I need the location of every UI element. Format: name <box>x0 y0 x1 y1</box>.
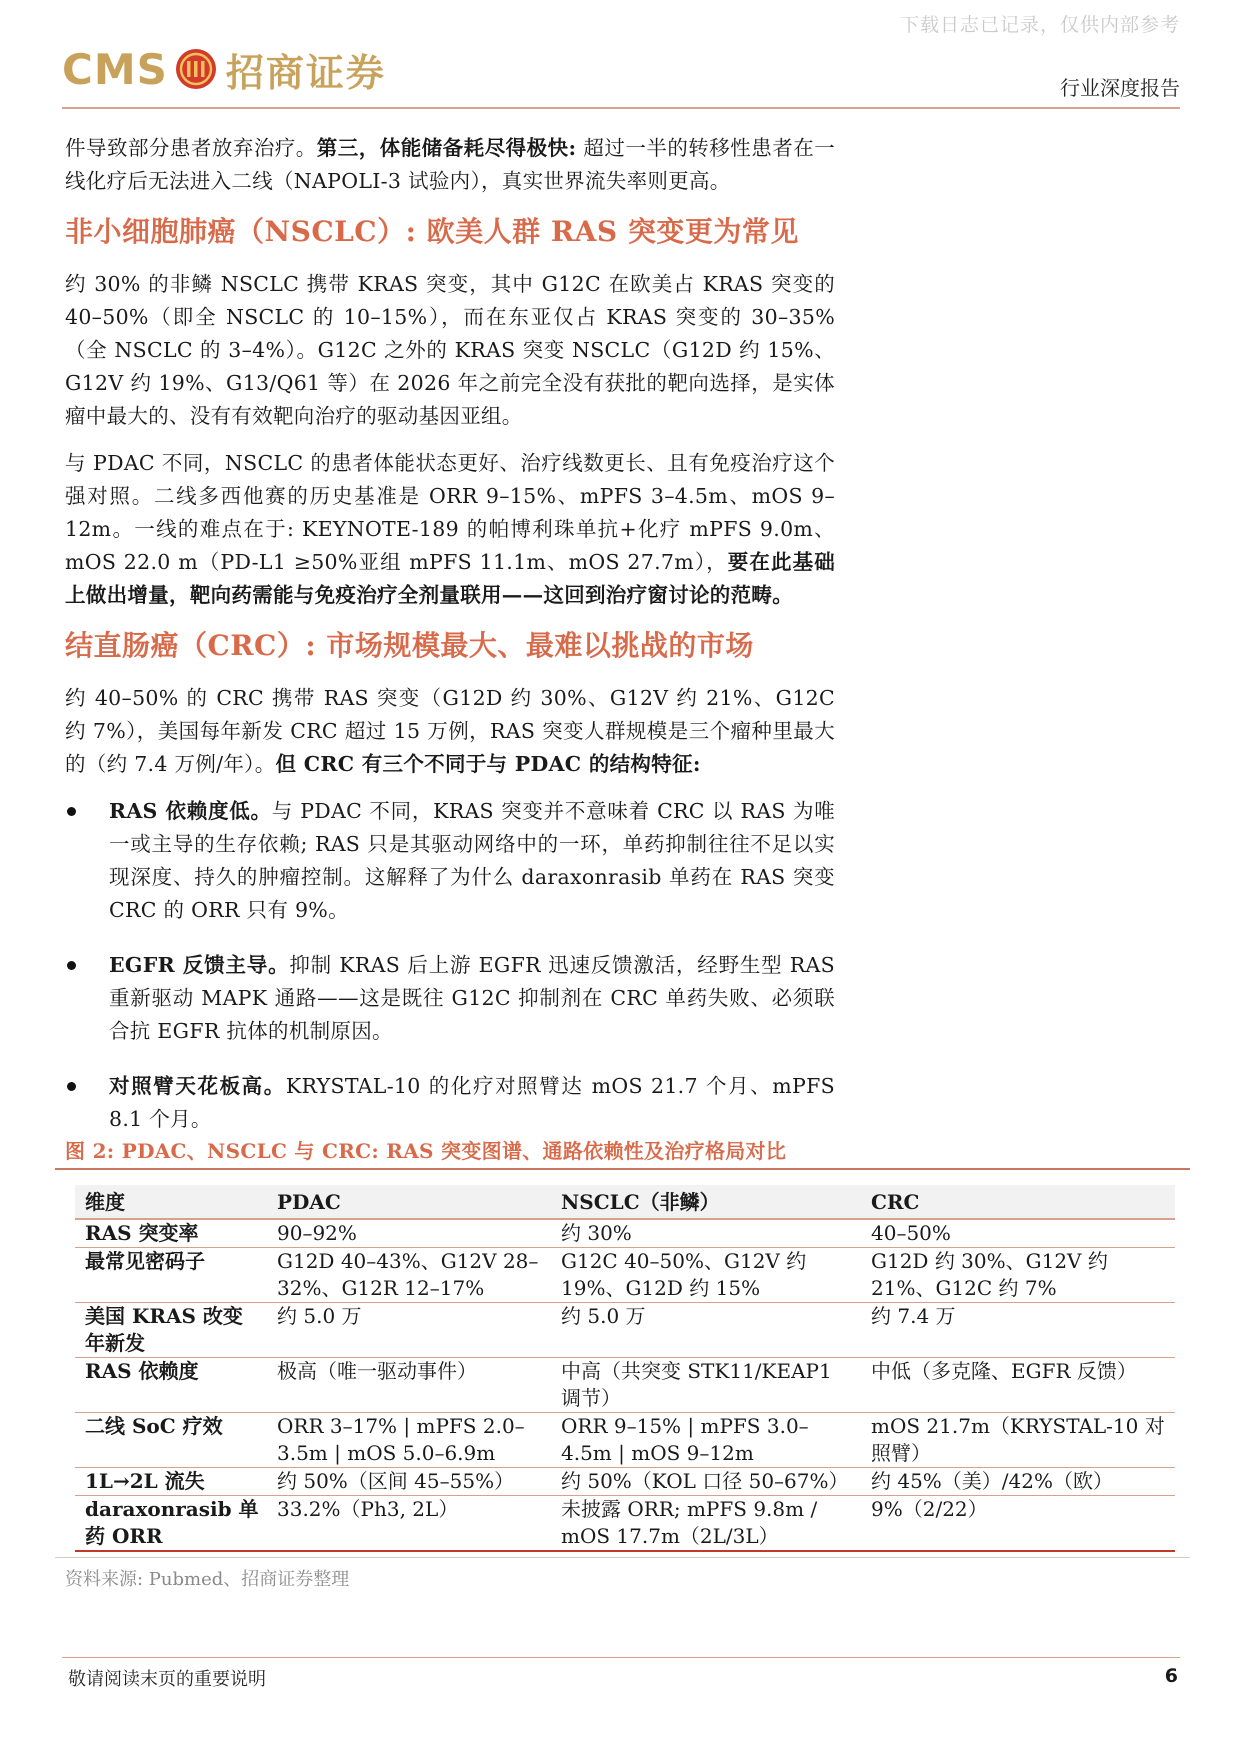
main-content <box>65 132 835 1158</box>
header-cell: 维度 <box>75 1185 267 1219</box>
bullet-title: EGFR 反馈主导。 <box>109 953 290 977</box>
table-row <box>75 1468 1175 1496</box>
bullet-dot-icon <box>67 807 76 816</box>
table-header-row <box>75 1185 1175 1219</box>
bullet-text: KRYSTAL-10 的化疗对照臂达 mOS 21.7 个月、mPFS 8.1 个月。 <box>109 1074 835 1131</box>
table-cell: ORR 3–17% | mPFS 2.0–3.5m | mOS 5.0–6.9m <box>267 1413 551 1468</box>
list-item <box>65 949 835 1048</box>
header-cell: NSCLC（非鳞） <box>551 1185 861 1219</box>
table-cell: mOS 21.7m（KRYSTAL-10 对照臂） <box>861 1413 1175 1468</box>
paragraph-pdac-end <box>65 132 835 198</box>
table-cell: 极高（唯一驱动事件） <box>267 1358 551 1413</box>
comparison-table-container <box>75 1185 1175 1552</box>
table-cell: G12D 40–43%、G12V 28–32%、G12R 12–17% <box>267 1248 551 1303</box>
text-run: 超过一半的转移性患者在一线化疗后无法进入二线（NAPOLI-3 试验内），真实世界流失率则更高。 <box>65 136 835 193</box>
footer-divider <box>62 1657 1180 1658</box>
cms-emblem-icon <box>174 47 218 91</box>
table-cell: 9%（2/22） <box>861 1496 1175 1552</box>
logo-chinese-name: 招商证券 <box>225 49 386 95</box>
figure-bottom-divider <box>55 1557 1190 1558</box>
table-cell: 未披露 ORR; mPFS 9.8m / mOS 17.7m（2L/3L） <box>551 1496 861 1552</box>
header-cell: CRC <box>861 1185 1175 1219</box>
bold-run: 但 CRC 有三个不同于与 PDAC 的结构特征: <box>275 752 701 776</box>
table-cell: 约 45%（美）/42%（欧） <box>861 1468 1175 1496</box>
bullet-title: RAS 依赖度低。 <box>109 799 272 823</box>
table-cell: 90–92% <box>267 1219 551 1248</box>
paragraph-nsclc-benchmark <box>65 447 835 612</box>
paragraph-nsclc-mutation: 约 30% 的非鳞 NSCLC 携带 KRAS 突变，其中 G12C 在欧美占 KRAS 突变的 40–50%（即全 NSCLC 的 10–15%），而在东亚仅占 KRAS 突变的 30–35%（全 NSCLC 的 3–4%）。G12C 之外的 KRAS 突变 NSCLC（G12D 约 15%、G12V 约 19%、G13/Q61 等）在 2026 年之前完全没有获批的靶向选择，是实体瘤中最大的、没有有效靶向治疗的驱动基因亚组。 <box>65 272 835 428</box>
figure-title: 图 2: PDAC、NSCLC 与 CRC: RAS 突变图谱、通路依赖性及治疗格局对比 <box>65 1139 787 1163</box>
table-row <box>75 1496 1175 1552</box>
figure-divider <box>55 1168 1190 1170</box>
table-cell: RAS 突变率 <box>75 1219 267 1248</box>
table-cell: ORR 9–15% | mPFS 3.0–4.5m | mOS 9–12m <box>551 1413 861 1468</box>
bold-run: 要在此基础上做出增量，靶向药需能与免疫治疗全剂量联用——这回到治疗窗讨论的范畴。 <box>65 550 835 607</box>
crc-features-list <box>65 795 835 1136</box>
table-cell: 33.2%（Ph3, 2L） <box>267 1496 551 1552</box>
table-cell: 约 7.4 万 <box>861 1303 1175 1358</box>
section-heading-nsclc: 非小细胞肺癌（NSCLC）: 欧美人群 RAS 突变更为常见 <box>65 215 799 248</box>
table-row <box>75 1358 1175 1413</box>
comparison-table <box>75 1185 1175 1552</box>
table-row <box>75 1219 1175 1248</box>
header-divider <box>62 107 1180 109</box>
table-cell: 美国 KRAS 改变年新发 <box>75 1303 267 1358</box>
list-item <box>65 795 835 927</box>
table-cell: G12C 40–50%、G12V 约 19%、G12D 约 15% <box>551 1248 861 1303</box>
footer-disclaimer: 敬请阅读末页的重要说明 <box>68 1669 266 1690</box>
table-cell: 1L→2L 流失 <box>75 1468 267 1496</box>
document-type: 行业深度报告 <box>1060 76 1180 100</box>
table-cell: G12D 约 30%、G12V 约 21%、G12C 约 7% <box>861 1248 1175 1303</box>
bullet-text: 抑制 KRAS 后上游 EGFR 迅速反馈激活，经野生型 RAS 重新驱动 MAPK 通路——这是既往 G12C 抑制剂在 CRC 单药失败、必须联合抗 EGFR 抗体的机制原因。 <box>109 953 835 1043</box>
table-cell: 中低（多克隆、EGFR 反馈） <box>861 1358 1175 1413</box>
brand-logo <box>62 44 386 94</box>
table-cell: 最常见密码子 <box>75 1248 267 1303</box>
table-cell: 约 50%（区间 45–55%） <box>267 1468 551 1496</box>
text-run: 件导致部分患者放弃治疗。 <box>65 136 317 160</box>
table-cell: RAS 依赖度 <box>75 1358 267 1413</box>
text-run: 约 40–50% 的 CRC 携带 RAS 突变（G12D 约 30%、G12V 约 21%、G12C 约 7%），美国每年新发 CRC 超过 15 万例，RAS 突变人群规模是三个瘤种里最大的（约 7.4 万例/年）。 <box>65 686 835 776</box>
table-cell: 二线 SoC 疗效 <box>75 1413 267 1468</box>
table-cell: 约 30% <box>551 1219 861 1248</box>
table-cell: 约 50%（KOL 口径 50–67%） <box>551 1468 861 1496</box>
page-number: 6 <box>1164 1665 1178 1687</box>
bullet-dot-icon <box>67 961 76 970</box>
section-heading-crc: 结直肠癌（CRC）: 市场规模最大、最难以挑战的市场 <box>65 629 754 662</box>
text-run: 与 PDAC 不同，NSCLC 的患者体能状态更好、治疗线数更长、且有免疫治疗这个强对照。二线多西他赛的历史基准是 ORR 9–15%、mPFS 3–4.5m、mOS 9–12m。一线的难点在于: KEYNOTE-189 的帕博利珠单抗+化疗 mPFS 9.0m、mOS 22.0 m（PD-L1 ≥50%亚组 mPFS 11.1m、mOS 27.7m）， <box>65 451 835 574</box>
watermark: 下载日志已记录，仅供内部参考 <box>899 14 1180 36</box>
table-row <box>75 1413 1175 1468</box>
header-cell: PDAC <box>267 1185 551 1219</box>
table-cell: 40–50% <box>861 1219 1175 1248</box>
table-row <box>75 1303 1175 1358</box>
bullet-title: 对照臂天花板高。 <box>109 1074 286 1098</box>
logo-text: CMS <box>62 44 168 94</box>
table-row <box>75 1248 1175 1303</box>
table-cell: daraxonrasib 单药 ORR <box>75 1496 267 1552</box>
bullet-dot-icon <box>67 1082 76 1091</box>
bullet-text: 与 PDAC 不同，KRAS 突变并不意味着 CRC 以 RAS 为唯一或主导的生存依赖; RAS 只是其驱动网络中的一环，单药抑制往往不足以实现深度、持久的肿瘤控制。这解释了为什么 daraxonrasib 单药在 RAS 突变 CRC 的 ORR 只有 9%。 <box>109 799 835 922</box>
table-cell: 约 5.0 万 <box>551 1303 861 1358</box>
table-cell: 约 5.0 万 <box>267 1303 551 1358</box>
list-item <box>65 1070 835 1136</box>
figure-source: 资料来源: Pubmed、招商证券整理 <box>65 1569 350 1590</box>
table-cell: 中高（共突变 STK11/KEAP1 调节） <box>551 1358 861 1413</box>
paragraph-crc-mutation <box>65 682 835 781</box>
bold-run: 第三，体能储备耗尽得极快: <box>316 136 577 160</box>
